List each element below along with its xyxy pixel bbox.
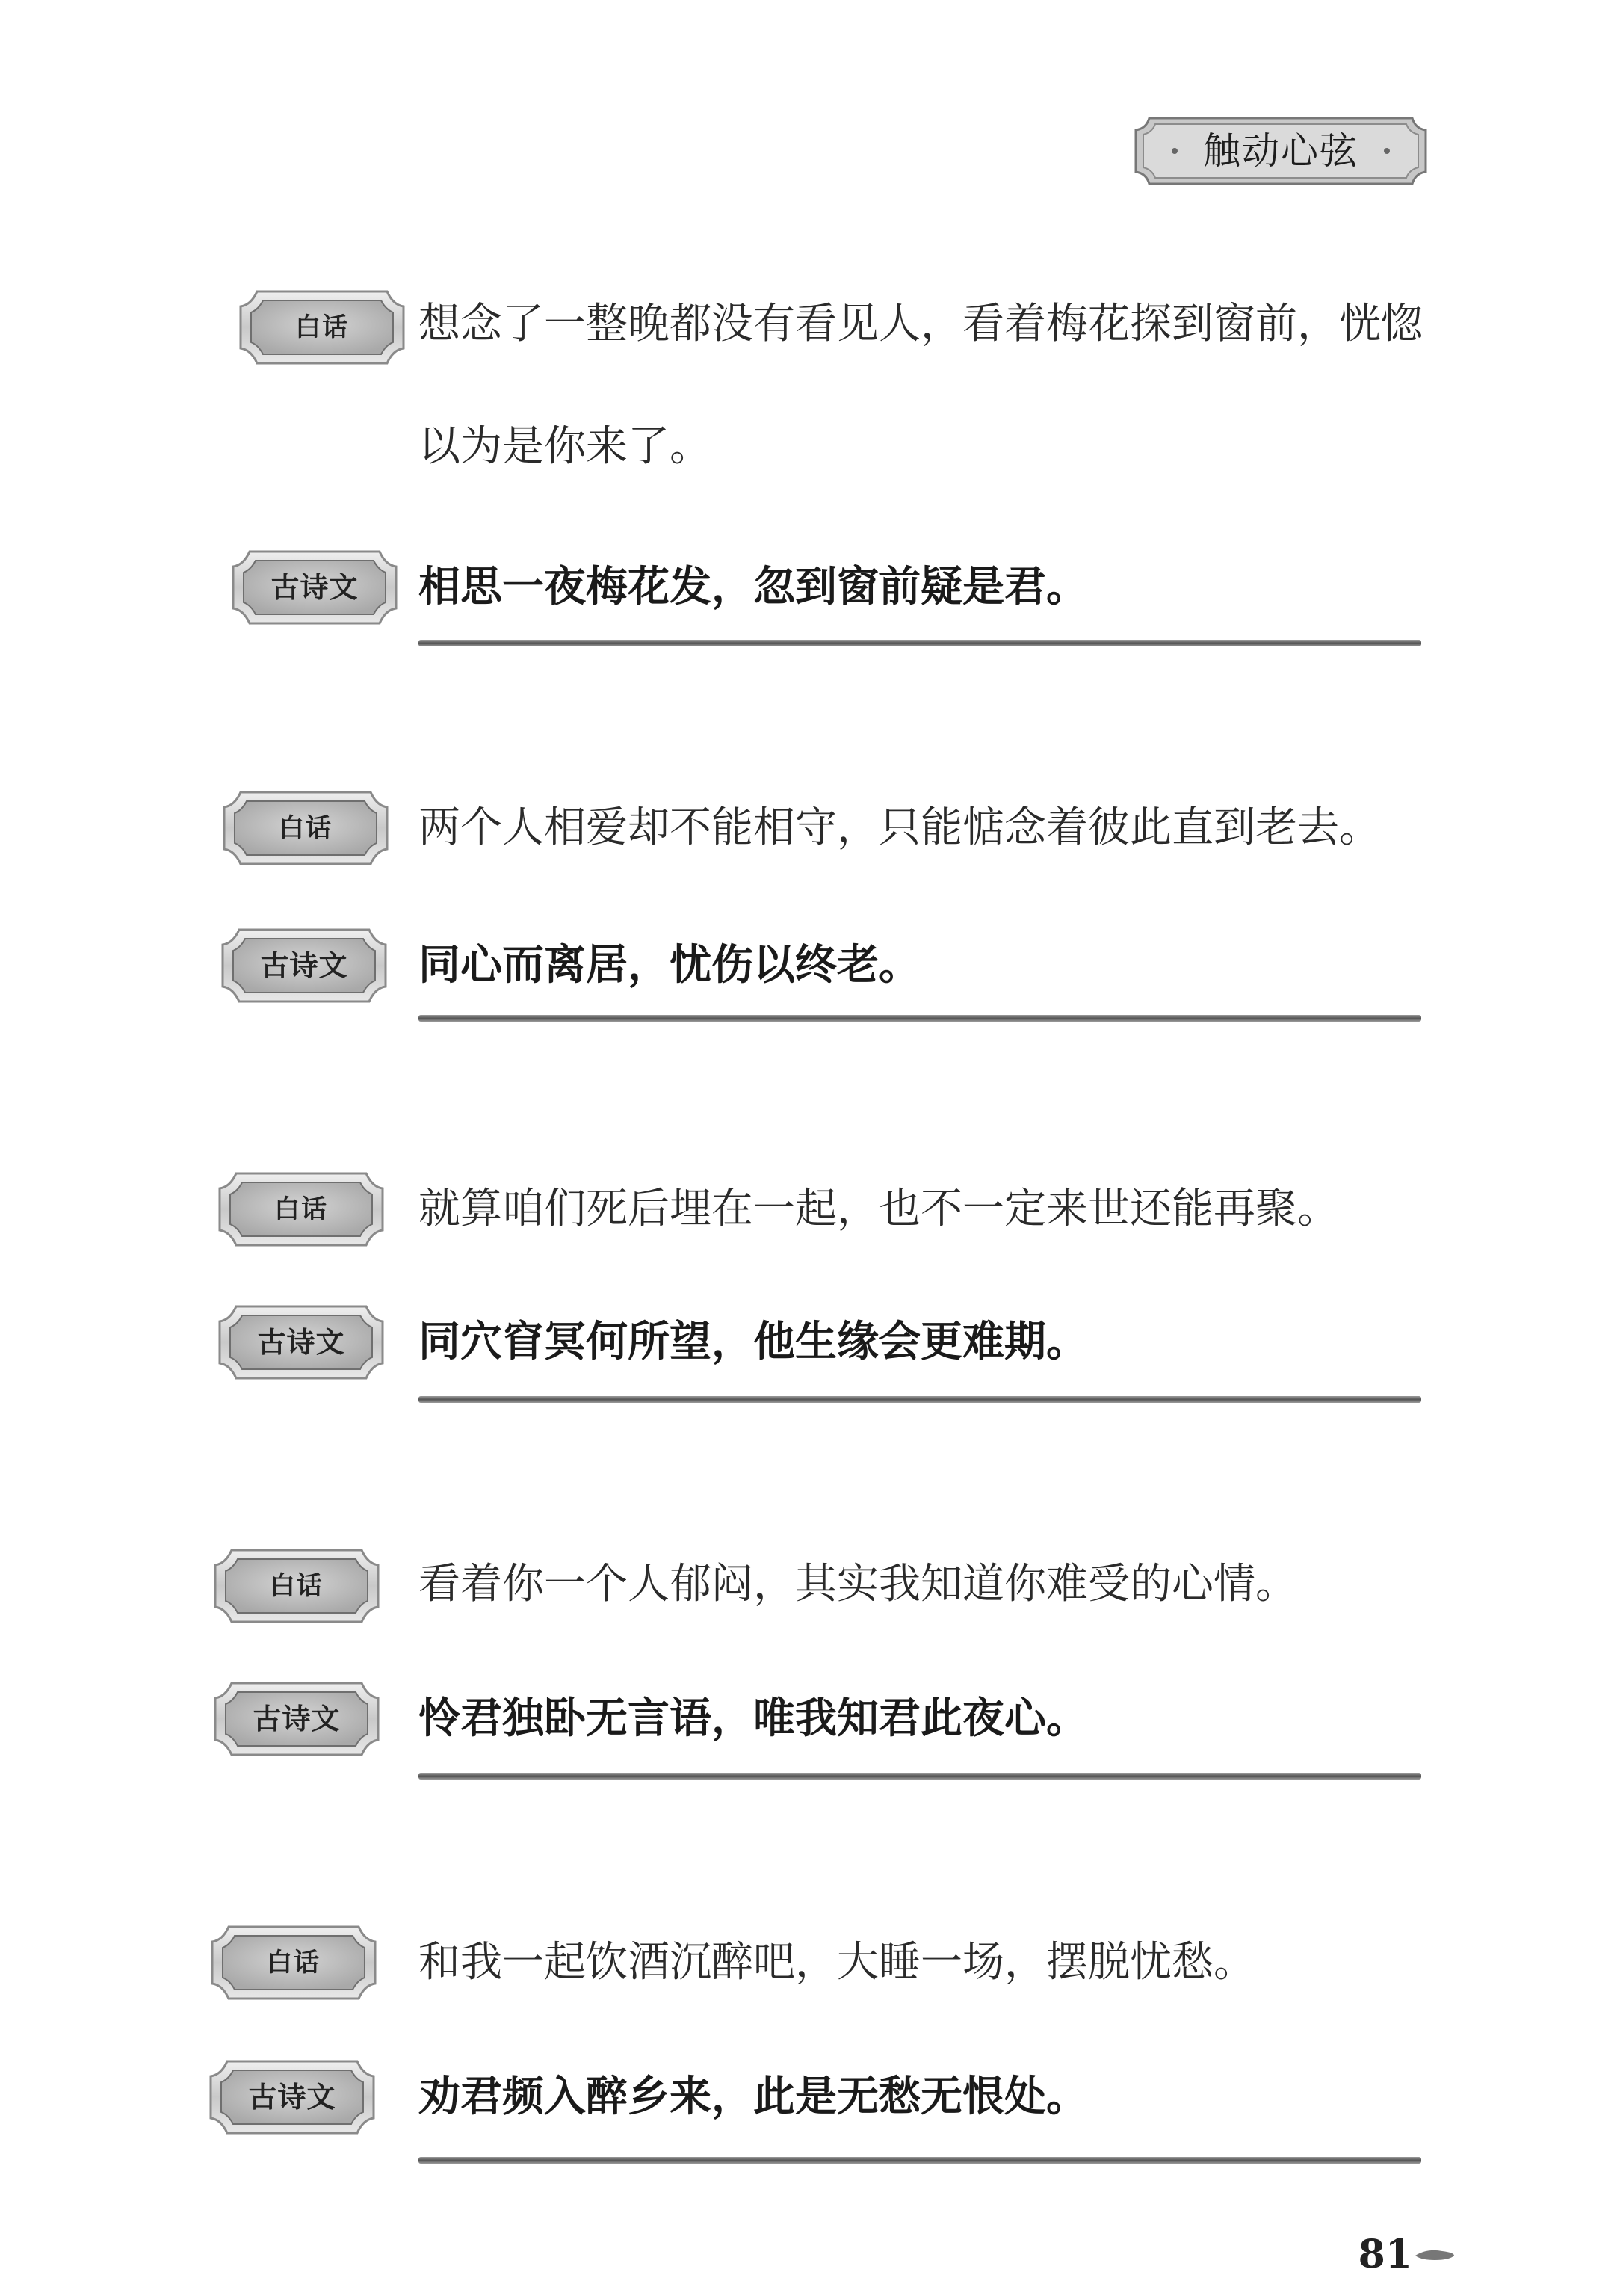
vernacular-badge-label: 白话: [279, 813, 333, 843]
classical-text: 怜君独卧无言语，唯我知君此夜心。: [418, 1694, 1088, 1743]
vernacular-text: 和我一起饮酒沉醉吧，大睡一场，摆脱忧愁。: [418, 1938, 1255, 1987]
vernacular-badge: [211, 1543, 383, 1629]
classical-text: 劝君频入醉乡来，此是无愁无恨处。: [418, 2073, 1088, 2121]
vernacular-badge: [208, 1919, 380, 2006]
vernacular-badge-label: 白话: [295, 312, 349, 342]
section-title: 触动心弦: [1203, 129, 1358, 173]
classical-badge: [211, 1676, 383, 1762]
classical-badge: [218, 922, 390, 1009]
vernacular-text: 想念了一整晚都没有看见人，看着梅花探到窗前，恍惚以为是你来了。: [418, 300, 1423, 471]
vernacular-badge: [236, 284, 408, 371]
classical-badge-label: 古诗文: [270, 571, 359, 604]
classical-text: 相思一夜梅花发，忽到窗前疑是君。: [418, 563, 1088, 611]
classical-badge-label: 古诗文: [260, 949, 348, 982]
vernacular-text: 就算咱们死后埋在一起，也不一定来世还能再聚。: [418, 1185, 1339, 1233]
vernacular-badge-label: 白话: [267, 1948, 321, 1978]
classical-badge: [229, 544, 401, 631]
classical-text: 同心而离居，忧伤以终老。: [418, 941, 921, 990]
page-number: 81: [1358, 2232, 1412, 2277]
classical-badge-label: 古诗文: [257, 1326, 345, 1359]
divider-rule: [418, 1015, 1421, 1022]
classical-badge-label: 古诗文: [253, 1703, 341, 1735]
vernacular-text: 两个人相爱却不能相守，只能惦念着彼此直到老去。: [418, 803, 1381, 852]
vernacular-badge: [220, 785, 392, 871]
divider-rule: [418, 1773, 1421, 1780]
section-header-tab: [1133, 114, 1429, 188]
divider-rule: [418, 640, 1421, 646]
vernacular-badge-label: 白话: [274, 1194, 328, 1224]
classical-badge: [215, 1299, 387, 1386]
divider-rule: [418, 2157, 1421, 2164]
divider-rule: [418, 1396, 1421, 1403]
classical-badge-label: 古诗文: [248, 2081, 336, 2114]
vernacular-badge-label: 白话: [270, 1571, 324, 1601]
brush-stroke-icon: [1412, 2247, 1457, 2263]
vernacular-badge: [215, 1166, 387, 1253]
vernacular-text: 看着你一个人郁闷，其实我知道你难受的心情。: [418, 1560, 1297, 1608]
classical-text: 同穴窅冥何所望，他生缘会更难期。: [418, 1318, 1088, 1366]
classical-badge: [206, 2054, 378, 2141]
